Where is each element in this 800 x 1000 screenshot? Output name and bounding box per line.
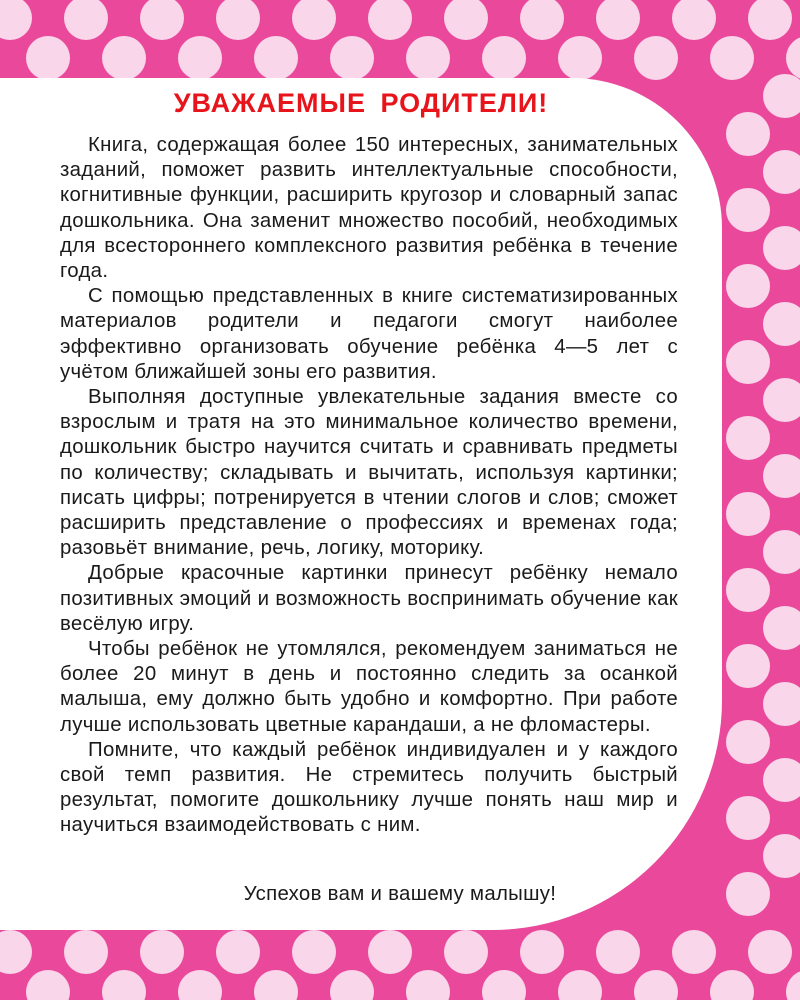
polka-dot <box>102 36 146 80</box>
polka-dot <box>216 930 260 974</box>
polka-dot <box>726 568 770 612</box>
polka-dot <box>330 36 374 80</box>
polka-dot <box>520 930 564 974</box>
polka-dot <box>178 36 222 80</box>
polka-dot <box>726 644 770 688</box>
polka-dot <box>726 188 770 232</box>
paragraph: Выполняя доступные увлекательные задания вместе со взрослым и тратя на это минимальное количество времени, дошкольник быстро научится считать и сравнивать предметы по количеству; складывать и вычитать, используя картинки; писать цифры; потренируется в чтении слогов и слов; сможет расширить представление о профессиях и временах года; разовьёт внимание, речь, логику, моторику. <box>60 386 678 560</box>
polka-dot <box>634 36 678 80</box>
polka-dot <box>726 264 770 308</box>
paragraph: Книга, содержащая более 150 интересных, занимательных заданий, поможет развить интеллектуальные способности, когнитивные функции, расширить кругозор и словарный запас дошкольника. Она заменит множество пособий, необходимых для всестороннего комплексного развития ребёнка в течение года. <box>60 134 678 283</box>
polka-dot <box>726 796 770 840</box>
polka-dot <box>26 36 70 80</box>
polka-dot <box>710 36 754 80</box>
polka-dot <box>292 930 336 974</box>
paragraph: С помощью представленных в книге систематизированных материалов родители и педагоги смогут наиболее эффективно организовать обучение ребёнка 4—5 лет с учётом ближайшей зоны его развития. <box>60 285 678 383</box>
polka-dot <box>748 930 792 974</box>
polka-dot <box>140 930 184 974</box>
polka-dot <box>726 340 770 384</box>
polka-dot <box>726 720 770 764</box>
polka-dot <box>368 930 412 974</box>
polka-dot <box>558 36 602 80</box>
polka-dot <box>596 930 640 974</box>
polka-dot <box>444 930 488 974</box>
polka-dot <box>726 416 770 460</box>
polka-dot <box>482 36 526 80</box>
polka-dot <box>406 36 450 80</box>
body-text <box>60 133 678 839</box>
polka-dot <box>726 112 770 156</box>
polka-dot <box>672 930 716 974</box>
closing-line: Успехов вам и вашему малышу! <box>243 883 557 905</box>
paragraph: Помните, что каждый ребёнок индивидуален и у каждого свой темп развития. Не стремитесь получить быстрый результат, помогите дошкольнику лучше понять наш мир и научиться взаимодействовать с ним. <box>60 738 678 837</box>
page-title: УВАЖАЕМЫЕ РОДИТЕЛИ! <box>173 88 549 118</box>
polka-dot <box>726 492 770 536</box>
paragraph: Чтобы ребёнок не утомлялся, рекомендуем заниматься не более 20 минут в день и постоянно следить за осанкой малыша, ему должно быть удобно и комфортно. При работе лучше использовать цветные карандаши, а не фломастеры. <box>60 638 678 736</box>
polka-dot <box>254 36 298 80</box>
polka-dot <box>64 930 108 974</box>
paragraph: Добрые красочные картинки принесут ребёнку немало позитивных эмоций и возможность воспринимать обучение как весёлую игру. <box>60 562 678 635</box>
